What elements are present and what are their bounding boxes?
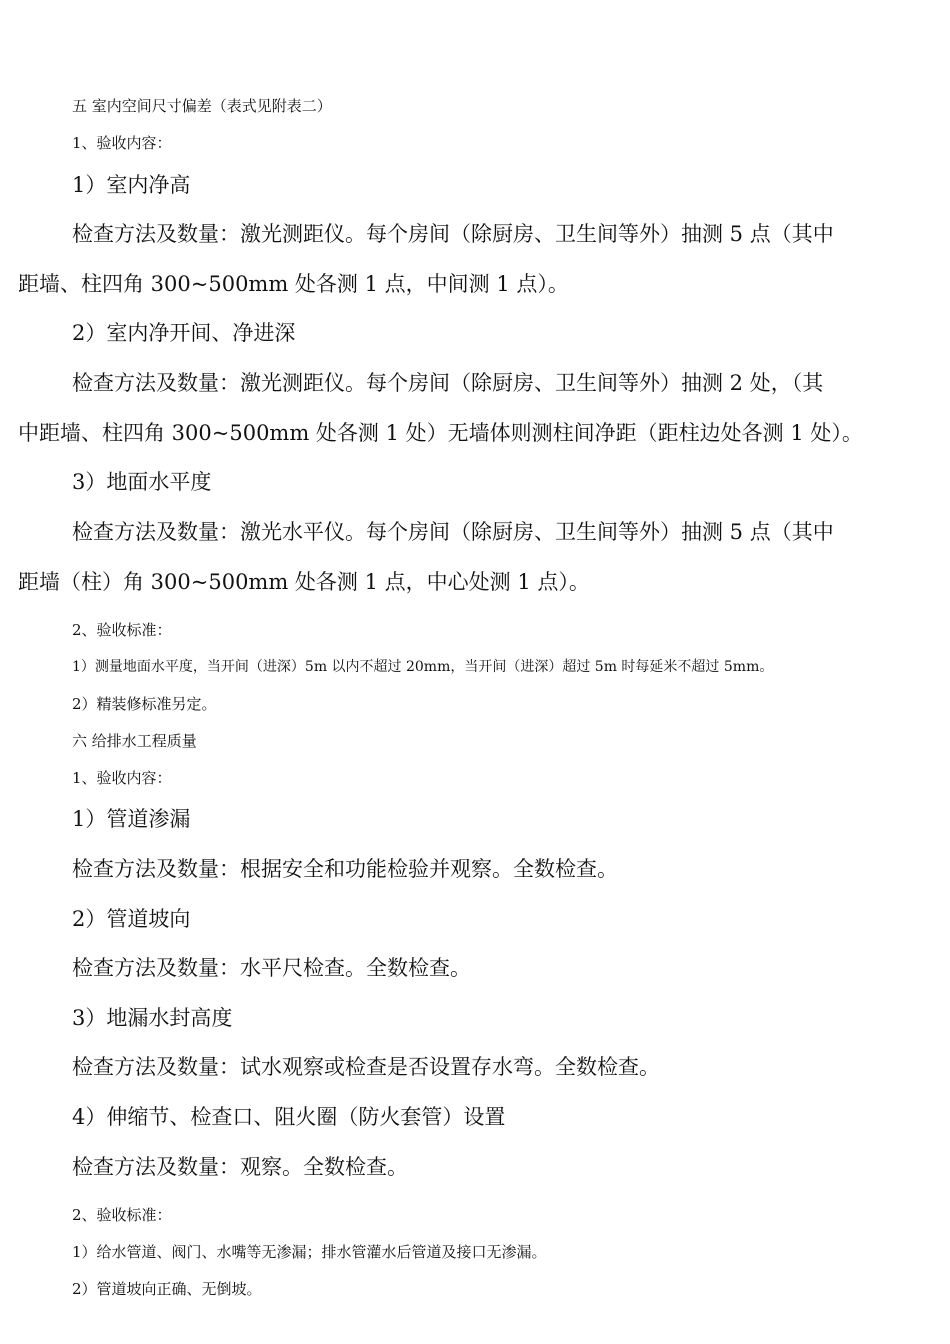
item-title: 1）室内净高	[72, 173, 191, 197]
method-text-cont: 距墙、柱四角 300~500mm 处各测 1 点，中间测 1 点）。	[18, 272, 569, 296]
item-title: 2）管道坡向	[72, 907, 191, 931]
method-text: 检查方法及数量：根据安全和功能检验并观察。全数检查。	[72, 857, 618, 881]
method-text-cont: 中距墙、柱四角 300~500mm 处各测 1 处）无墙体则测柱间净距（距柱边处各测 1 处）。	[18, 421, 863, 445]
section-heading: 五 室内空间尺寸偏差（表式见附表二）	[72, 97, 332, 115]
standard-item: 2）精装修标准另定。	[72, 695, 217, 713]
item-title: 1）管道渗漏	[72, 807, 191, 831]
method-text: 检查方法及数量：试水观察或检查是否设置存水弯。全数检查。	[72, 1055, 660, 1079]
standard-subheading: 2、验收标准：	[72, 1206, 172, 1224]
method-text: 检查方法及数量：激光水平仪。每个房间（除厨房、卫生间等外）抽测 5 点（其中	[72, 520, 834, 544]
standard-item: 2）管道坡向正确、无倒坡。	[72, 1280, 262, 1298]
item-title: 4）伸缩节、检查口、阻火圈（防火套管）设置	[72, 1105, 506, 1129]
method-text: 检查方法及数量：观察。全数检查。	[72, 1155, 408, 1179]
item-title: 2）室内净开间、净进深	[72, 321, 296, 345]
section-heading: 六 给排水工程质量	[72, 732, 197, 750]
item-title: 3）地漏水封高度	[72, 1006, 233, 1030]
item-title: 3）地面水平度	[72, 470, 212, 494]
content-subheading: 1、验收内容：	[72, 769, 172, 787]
method-text-cont: 距墙（柱）角 300~500mm 处各测 1 点，中心处测 1 点）。	[18, 570, 590, 594]
standard-item: 1）给水管道、阀门、水嘴等无渗漏；排水管灌水后管道及接口无渗漏。	[72, 1243, 547, 1261]
content-subheading: 1、验收内容：	[72, 134, 172, 152]
method-text: 检查方法及数量：水平尺检查。全数检查。	[72, 956, 471, 980]
standard-subheading: 2、验收标准：	[72, 621, 172, 639]
method-text: 检查方法及数量：激光测距仪。每个房间（除厨房、卫生间等外）抽测 2 处，（其	[72, 371, 824, 395]
method-text: 检查方法及数量：激光测距仪。每个房间（除厨房、卫生间等外）抽测 5 点（其中	[72, 222, 834, 246]
standard-item: 1）测量地面水平度，当开间（进深）5m 以内不超过 20mm，当开间（进深）超过 5m 时每延米不超过 5mm。	[72, 659, 774, 675]
